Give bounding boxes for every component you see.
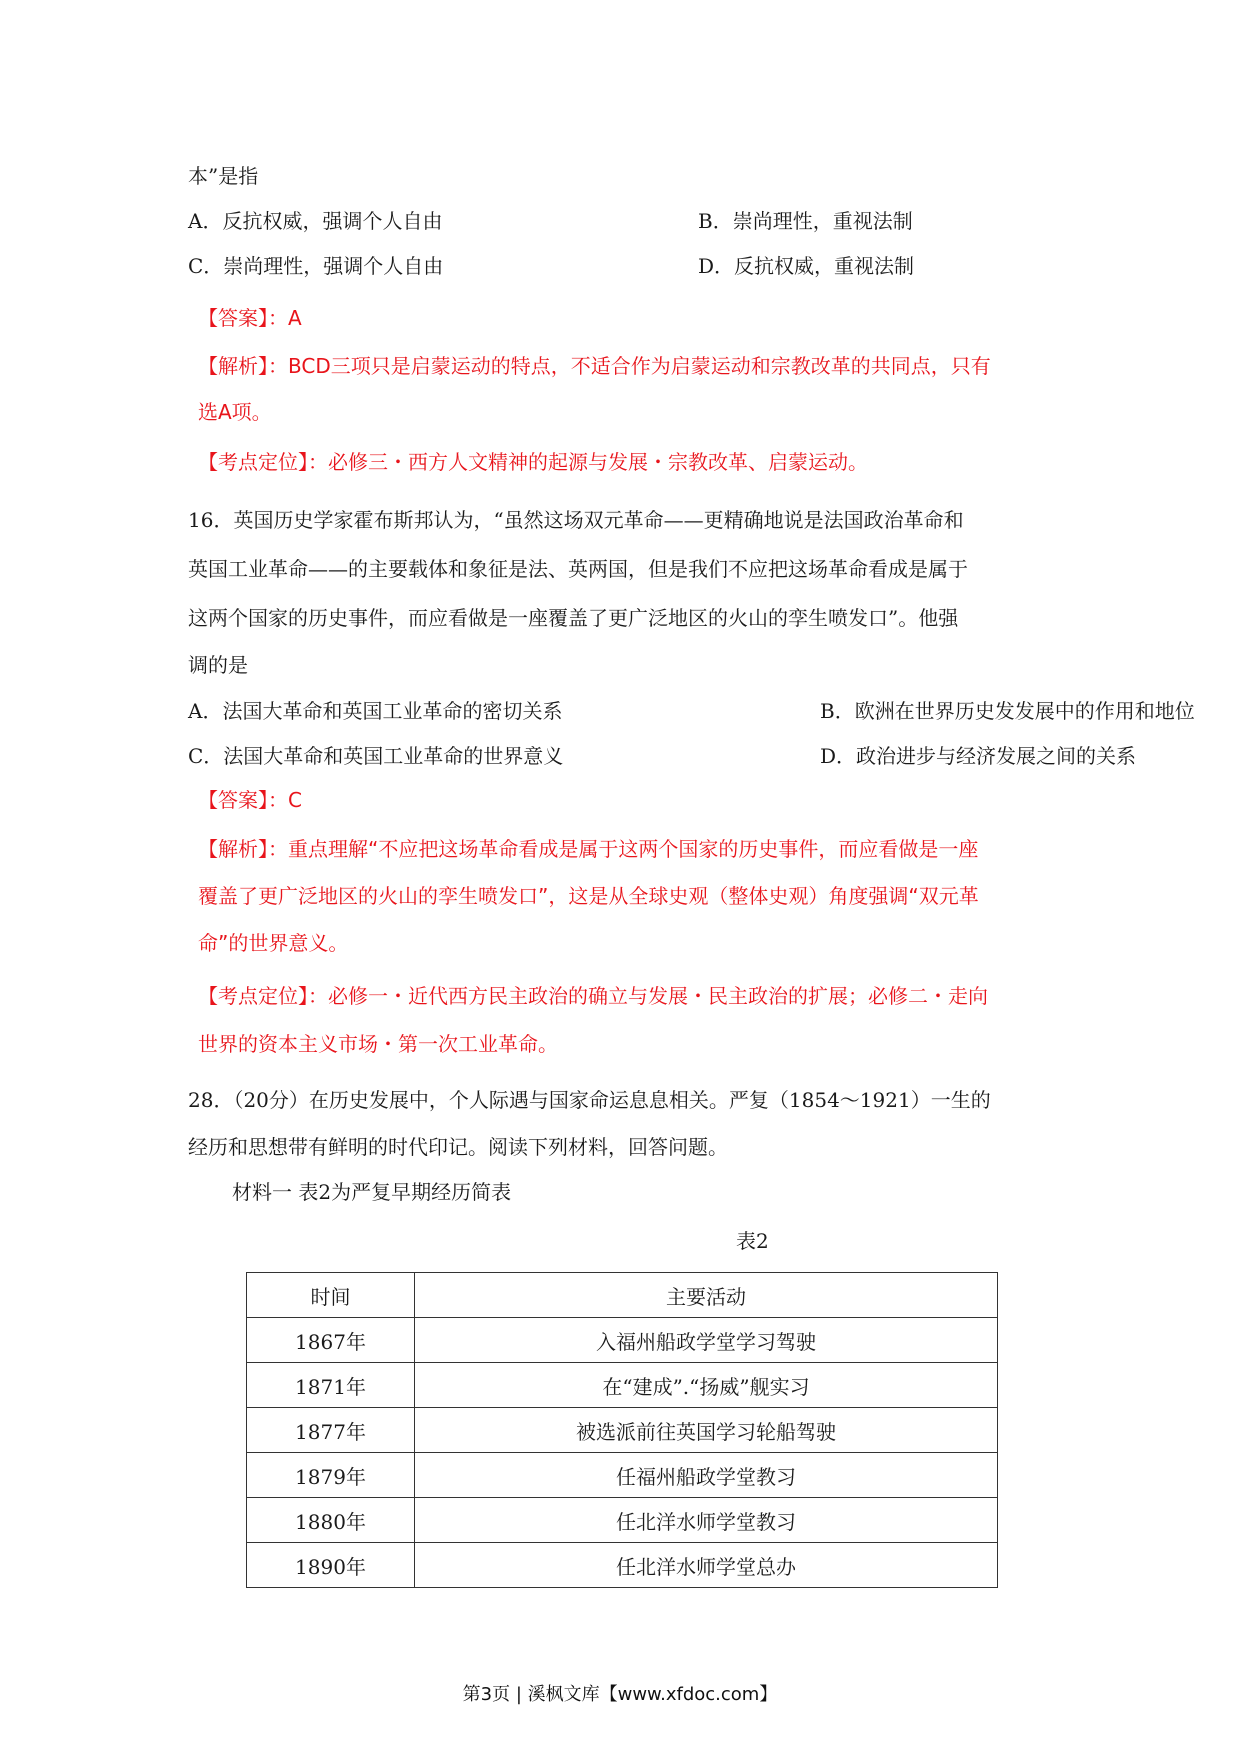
table-cell-activity: 在“建成”.“扬威”舰实习 [415,1363,998,1408]
q15-analysis-line-2: 选A项。 [198,400,272,424]
q15-option-b: B．崇尚理性，重视法制 [698,209,913,233]
table-cell-year: 1880年 [247,1498,415,1543]
table-cell-activity: 任北洋水师学堂教习 [415,1498,998,1543]
q16-analysis-line-3: 命”的世界意义。 [198,931,349,955]
table-header-activity: 主要活动 [415,1273,998,1318]
table-row [247,1453,998,1498]
table-cell-year: 1871年 [247,1363,415,1408]
q16-analysis-line-1: 【解析】：重点理解“不应把这场革命看成是属于这两个国家的历史事件，而应看做是一座 [198,837,979,861]
q15-option-d: D．反抗权威，重视法制 [698,254,915,278]
q15-answer: 【答案】：A [198,306,302,330]
q16-kaodian-line-2: 世界的资本主义市场・第一次工业革命。 [198,1032,558,1056]
q16-stem-line-2: 英国工业革命——的主要载体和象征是法、英两国，但是我们不应把这场革命看成是属于 [188,557,968,581]
table-cell-activity: 入福州船政学堂学习驾驶 [415,1318,998,1363]
q15-option-c: C．崇尚理性，强调个人自由 [188,254,444,278]
q15-options-row-2 [188,252,915,280]
q16-stem-line-4: 调的是 [188,653,248,677]
table-row [247,1318,998,1363]
table-caption: 表2 [736,1229,769,1253]
q16-option-c: C．法国大革命和英国工业革命的世界意义 [188,744,564,768]
table-cell-year: 1867年 [247,1318,415,1363]
q28-stem-line-1: 28．（20分）在历史发展中，个人际遇与国家命运息息相关。严复（1854～1921）一生的 [188,1088,991,1112]
table-header-row [247,1273,998,1318]
table-cell-activity: 被选派前往英国学习轮船驾驶 [415,1408,998,1453]
table-cell-year: 1879年 [247,1453,415,1498]
table-row [247,1543,998,1588]
q16-analysis-line-2: 覆盖了更广泛地区的火山的孪生喷发口”，这是从全球史观（整体史观）角度强调“双元革 [198,884,979,908]
q15-option-a: A．反抗权威，强调个人自由 [188,209,443,233]
table-cell-year: 1877年 [247,1408,415,1453]
q16-option-a: A．法国大革命和英国工业革命的密切关系 [188,699,563,723]
q15-stem-tail: 本”是指 [188,164,259,188]
table-header-time: 时间 [247,1273,415,1318]
q15-options-row-1 [188,207,913,235]
q16-answer: 【答案】：C [198,788,302,812]
q16-kaodian-line-1: 【考点定位】：必修一・近代西方民主政治的确立与发展・民主政治的扩展；必修二・走向 [198,984,988,1008]
q16-stem-line-3: 这两个国家的历史事件，而应看做是一座覆盖了更广泛地区的火山的孪生喷发口”。他强 [188,606,959,630]
table-cell-year: 1890年 [247,1543,415,1588]
q16-stem-line-1: 16．英国历史学家霍布斯邦认为，“虽然这场双元革命——更精确地说是法国政治革命和 [188,508,964,532]
table-row [247,1363,998,1408]
page-footer: 第3页 | 溪枫文库【www.xfdoc.com】 [462,1684,778,1705]
experience-table [246,1272,998,1588]
table-cell-activity: 任福州船政学堂教习 [415,1453,998,1498]
table-row [247,1498,998,1543]
q16-option-b: B．欧洲在世界历史发发展中的作用和地位 [820,699,1195,723]
table-row [247,1408,998,1453]
q15-analysis-line-1: 【解析】：BCD三项只是启蒙运动的特点，不适合作为启蒙运动和宗教改革的共同点，只有 [198,354,991,378]
q16-options-row-1 [188,697,1195,725]
q16-option-d: D．政治进步与经济发展之间的关系 [820,744,1137,768]
table-cell-activity: 任北洋水师学堂总办 [415,1543,998,1588]
q16-options-row-2 [188,742,1137,770]
q28-material-intro: 材料一 表2为严复早期经历简表 [232,1180,512,1204]
q28-stem-line-2: 经历和思想带有鲜明的时代印记。阅读下列材料，回答问题。 [188,1135,728,1159]
q15-kaodian: 【考点定位】：必修三・西方人文精神的起源与发展・宗教改革、启蒙运动。 [198,450,868,474]
